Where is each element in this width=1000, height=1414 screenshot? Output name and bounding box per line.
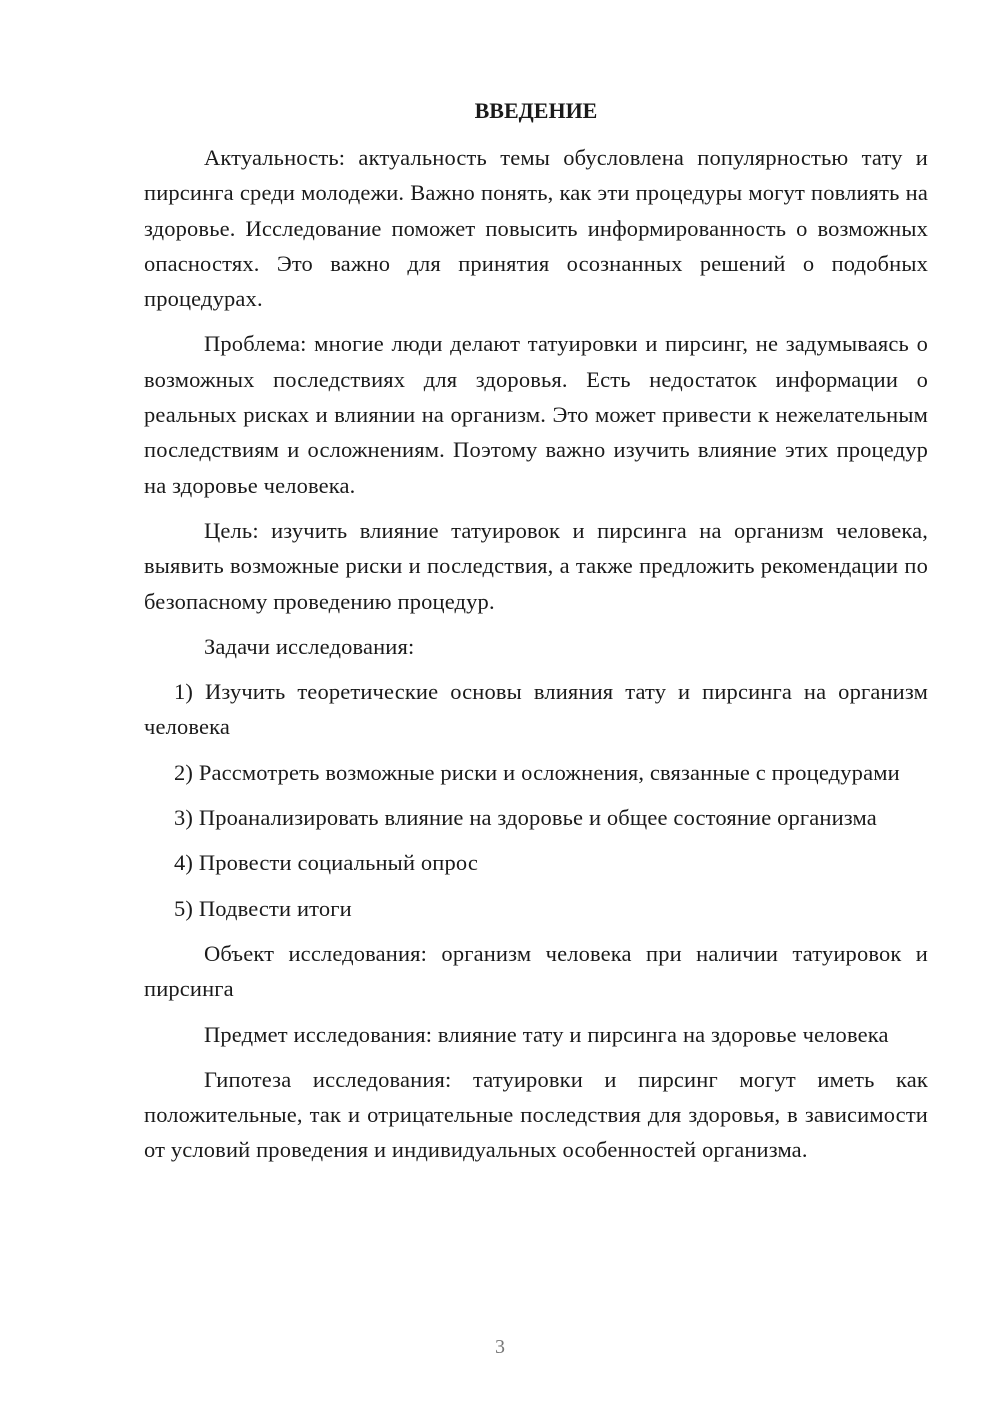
paragraph-object: Объект исследования: организм человека при наличии татуировок и пирсинга [144, 940, 928, 1002]
list-item: 5) Подвести итоги [174, 895, 352, 921]
list-item: 4) Провести социальный опрос [174, 850, 478, 876]
list-item: 1) Изучить теоретические основы влияния тату и пирсинга на организм человека [144, 679, 928, 740]
paragraph-goal: Цель: изучить влияние татуировок и пирсинга на организм человека, выявить возможные риски и последствия, а также предложить рекомендации по безопасному проведению процедур. [144, 517, 928, 614]
page-number: 3 [495, 1336, 505, 1358]
paragraph-tasks-title: Задачи исследования: [204, 633, 415, 659]
list-item: 3) Проанализировать влияние на здоровье и общее состояние организма [174, 805, 877, 831]
paragraph-problem: Проблема: многие люди делают татуировки и пирсинг, не задумываясь о возможных последствиях для здоровья. Есть недостаток информации о реальных рисках и влиянии на организм. Это может привести к нежелательным последствиям и осложнениям. Поэтому важно изучить влияние этих процедур на здоровье человека. [144, 331, 928, 498]
section-heading: ВВЕДЕНИЕ [474, 98, 598, 123]
paragraph-relevance: Актуальность: актуальность темы обусловлена популярностью тату и пирсинга среди молодежи. Важно понять, как эти процедуры могут повлиять на здоровье. Исследование поможет повысить информированность о возможных опасностях. Это важно для принятия осознанных решений о подобных процедурах. [144, 145, 928, 312]
document-page [144, 96, 928, 1178]
tasks-list [144, 674, 928, 926]
list-item: 2) Рассмотреть возможные риски и осложнения, связанные с процедурами [174, 759, 900, 785]
paragraph-hypothesis: Гипотеза исследования: татуировки и пирсинг могут иметь как положительные, так и отрицательные последствия для здоровья, в зависимости от условий проведения и индивидуальных особенностей организма. [144, 1066, 928, 1163]
paragraph-subject: Предмет исследования: влияние тату и пирсинга на здоровье человека [204, 1021, 889, 1047]
